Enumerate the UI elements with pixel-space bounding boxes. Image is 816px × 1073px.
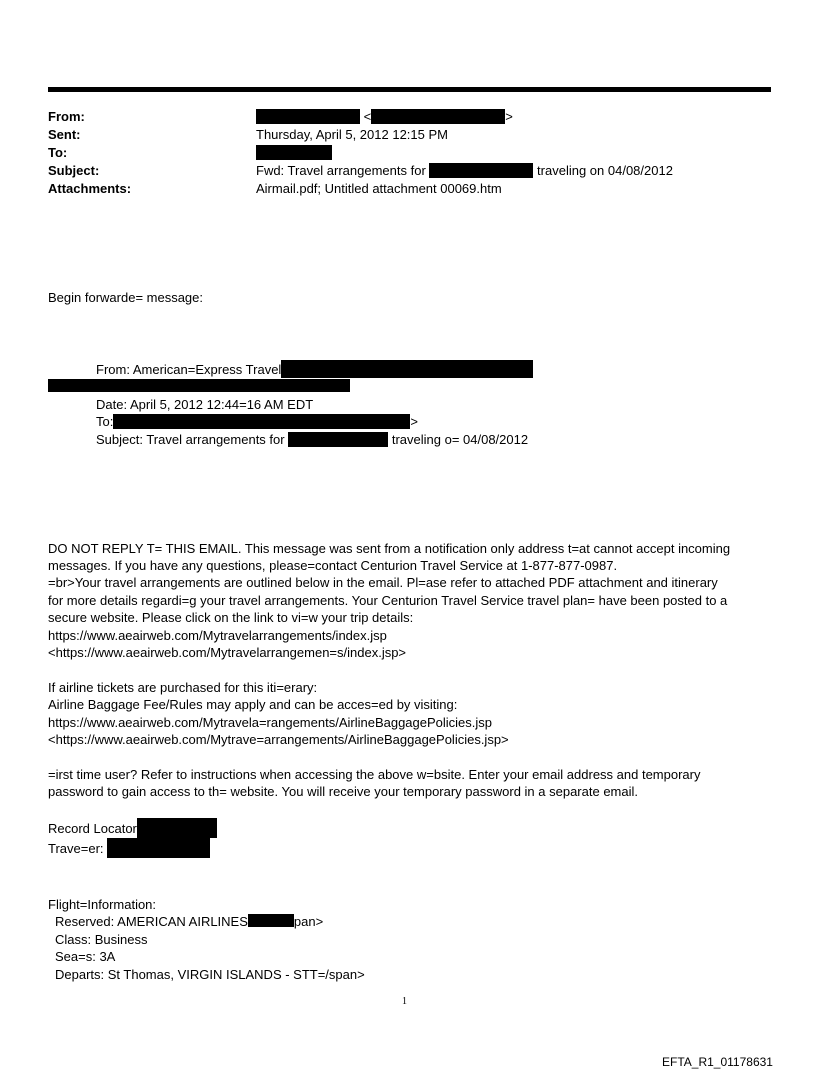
- redaction-box: [248, 914, 294, 927]
- reserved-suffix: pan>: [293, 914, 324, 929]
- from-label: From:: [48, 109, 85, 124]
- subject-suffix: traveling on 04/08/2012: [537, 163, 673, 178]
- document-id: EFTA_R1_01178631: [662, 1055, 773, 1069]
- redaction-box: [48, 379, 350, 392]
- fwd-subject-suffix: traveling o= 04/08/2012: [391, 432, 529, 447]
- fwd-to-label: To:: [96, 414, 114, 429]
- from-value: [256, 108, 771, 126]
- baggage-line-2: Airline Baggage Fee/Rules may apply and can be acces=ed by visiting:: [48, 697, 458, 712]
- reserved: [55, 913, 323, 931]
- baggage-line-1: If airline tickets are purchased for this iti=erary:: [48, 680, 318, 695]
- fwd-subject: [96, 431, 528, 449]
- redaction-box: [288, 432, 388, 447]
- redaction-box: [256, 145, 332, 160]
- redaction-box: [371, 109, 505, 124]
- attachments-row: [48, 180, 771, 198]
- subject-row: [48, 162, 771, 180]
- redaction-box: [137, 818, 217, 838]
- baggage-link-alt[interactable]: <https://www.aeairweb.com/Mytrave=arrangements/AirlineBaggagePolicies.jsp>: [48, 732, 509, 747]
- redaction-box: [429, 163, 533, 178]
- subject-label: Subject:: [48, 163, 100, 178]
- notice-line-3: =br>Your travel arrangements are outlined below in the email. Pl=ase refer to attached PDF attachment and itinerary: [48, 575, 718, 590]
- fwd-from: [96, 360, 533, 379]
- fwd-subject-prefix: Subject: Travel arrangements for: [96, 432, 285, 447]
- fwd-to-gt: >: [410, 414, 418, 429]
- departs: Departs: St Thomas, VIRGIN ISLANDS - STT=/span>: [55, 967, 365, 982]
- notice-line-2: messages. If you have any questions, please=contact Centurion Travel Service at 1-877-877-0987.: [48, 558, 618, 573]
- flight-info-heading: Flight=Information:: [48, 897, 157, 912]
- fwd-to: [96, 413, 418, 431]
- redaction-box: [256, 109, 360, 124]
- redaction-box: [107, 838, 210, 858]
- itinerary-link[interactable]: https://www.aeairweb.com/Mytravelarrangements/index.jsp: [48, 628, 387, 643]
- seat: Sea=s: 3A: [55, 949, 116, 964]
- baggage-link[interactable]: https://www.aeairweb.com/Mytravela=rangements/AirlineBaggagePolicies.jsp: [48, 715, 493, 730]
- to-label: To:: [48, 145, 68, 160]
- traveler-label: Trave=er:: [48, 841, 104, 856]
- fwd-from-text: From: American=Express Travel: [96, 362, 282, 377]
- attachments-label: Attachments:: [48, 181, 132, 196]
- page-number: 1: [402, 996, 407, 1007]
- subject-value: [256, 162, 771, 180]
- itinerary-link-alt[interactable]: <https://www.aeairweb.com/Mytravelarrangemen=s/index.jsp>: [48, 645, 407, 660]
- traveler: [48, 838, 210, 858]
- subject-prefix: Fwd: Travel arrangements for: [256, 163, 426, 178]
- reserved-text: Reserved: AMERICAN AIRLINES: [55, 914, 248, 929]
- from-lt: <: [363, 109, 372, 124]
- attachments-value[interactable]: Airmail.pdf; Untitled attachment 00069.htm: [256, 181, 502, 196]
- redaction-box: [113, 414, 410, 429]
- record-locator-label: Record Locator: [48, 821, 137, 836]
- header-rule: [48, 87, 771, 92]
- notice-line-4: for more details regardi=g your travel arrangements. Your Centurion Travel Service travel plan= have been posted to a: [48, 593, 728, 608]
- from-row: [48, 108, 771, 126]
- from-gt: >: [505, 109, 513, 124]
- fwd-date: Date: April 5, 2012 12:44=16 AM EDT: [96, 397, 314, 412]
- to-row: [48, 144, 771, 162]
- sent-value: Thursday, April 5, 2012 12:15 PM: [256, 127, 448, 142]
- first-time-line-1: =irst time user? Refer to instructions when accessing the above w=bsite. Enter your email address and temporary: [48, 767, 701, 782]
- sent-row: [48, 126, 771, 144]
- to-value: [256, 144, 771, 162]
- begin-forwarded: Begin forwarde= message:: [48, 290, 204, 305]
- record-locator: [48, 818, 217, 838]
- class: Class: Business: [55, 932, 148, 947]
- first-time-line-2: password to gain access to th= website. You will receive your temporary password in a separate email.: [48, 784, 638, 799]
- notice-line-1: DO NOT REPLY T= THIS EMAIL. This message was sent from a notification only address t=at cannot accept incoming: [48, 541, 731, 556]
- redaction-box: [281, 360, 533, 378]
- email-header: [48, 108, 771, 198]
- sent-label: Sent:: [48, 127, 81, 142]
- notice-line-5: secure website. Please click on the link to vi=w your trip details:: [48, 610, 414, 625]
